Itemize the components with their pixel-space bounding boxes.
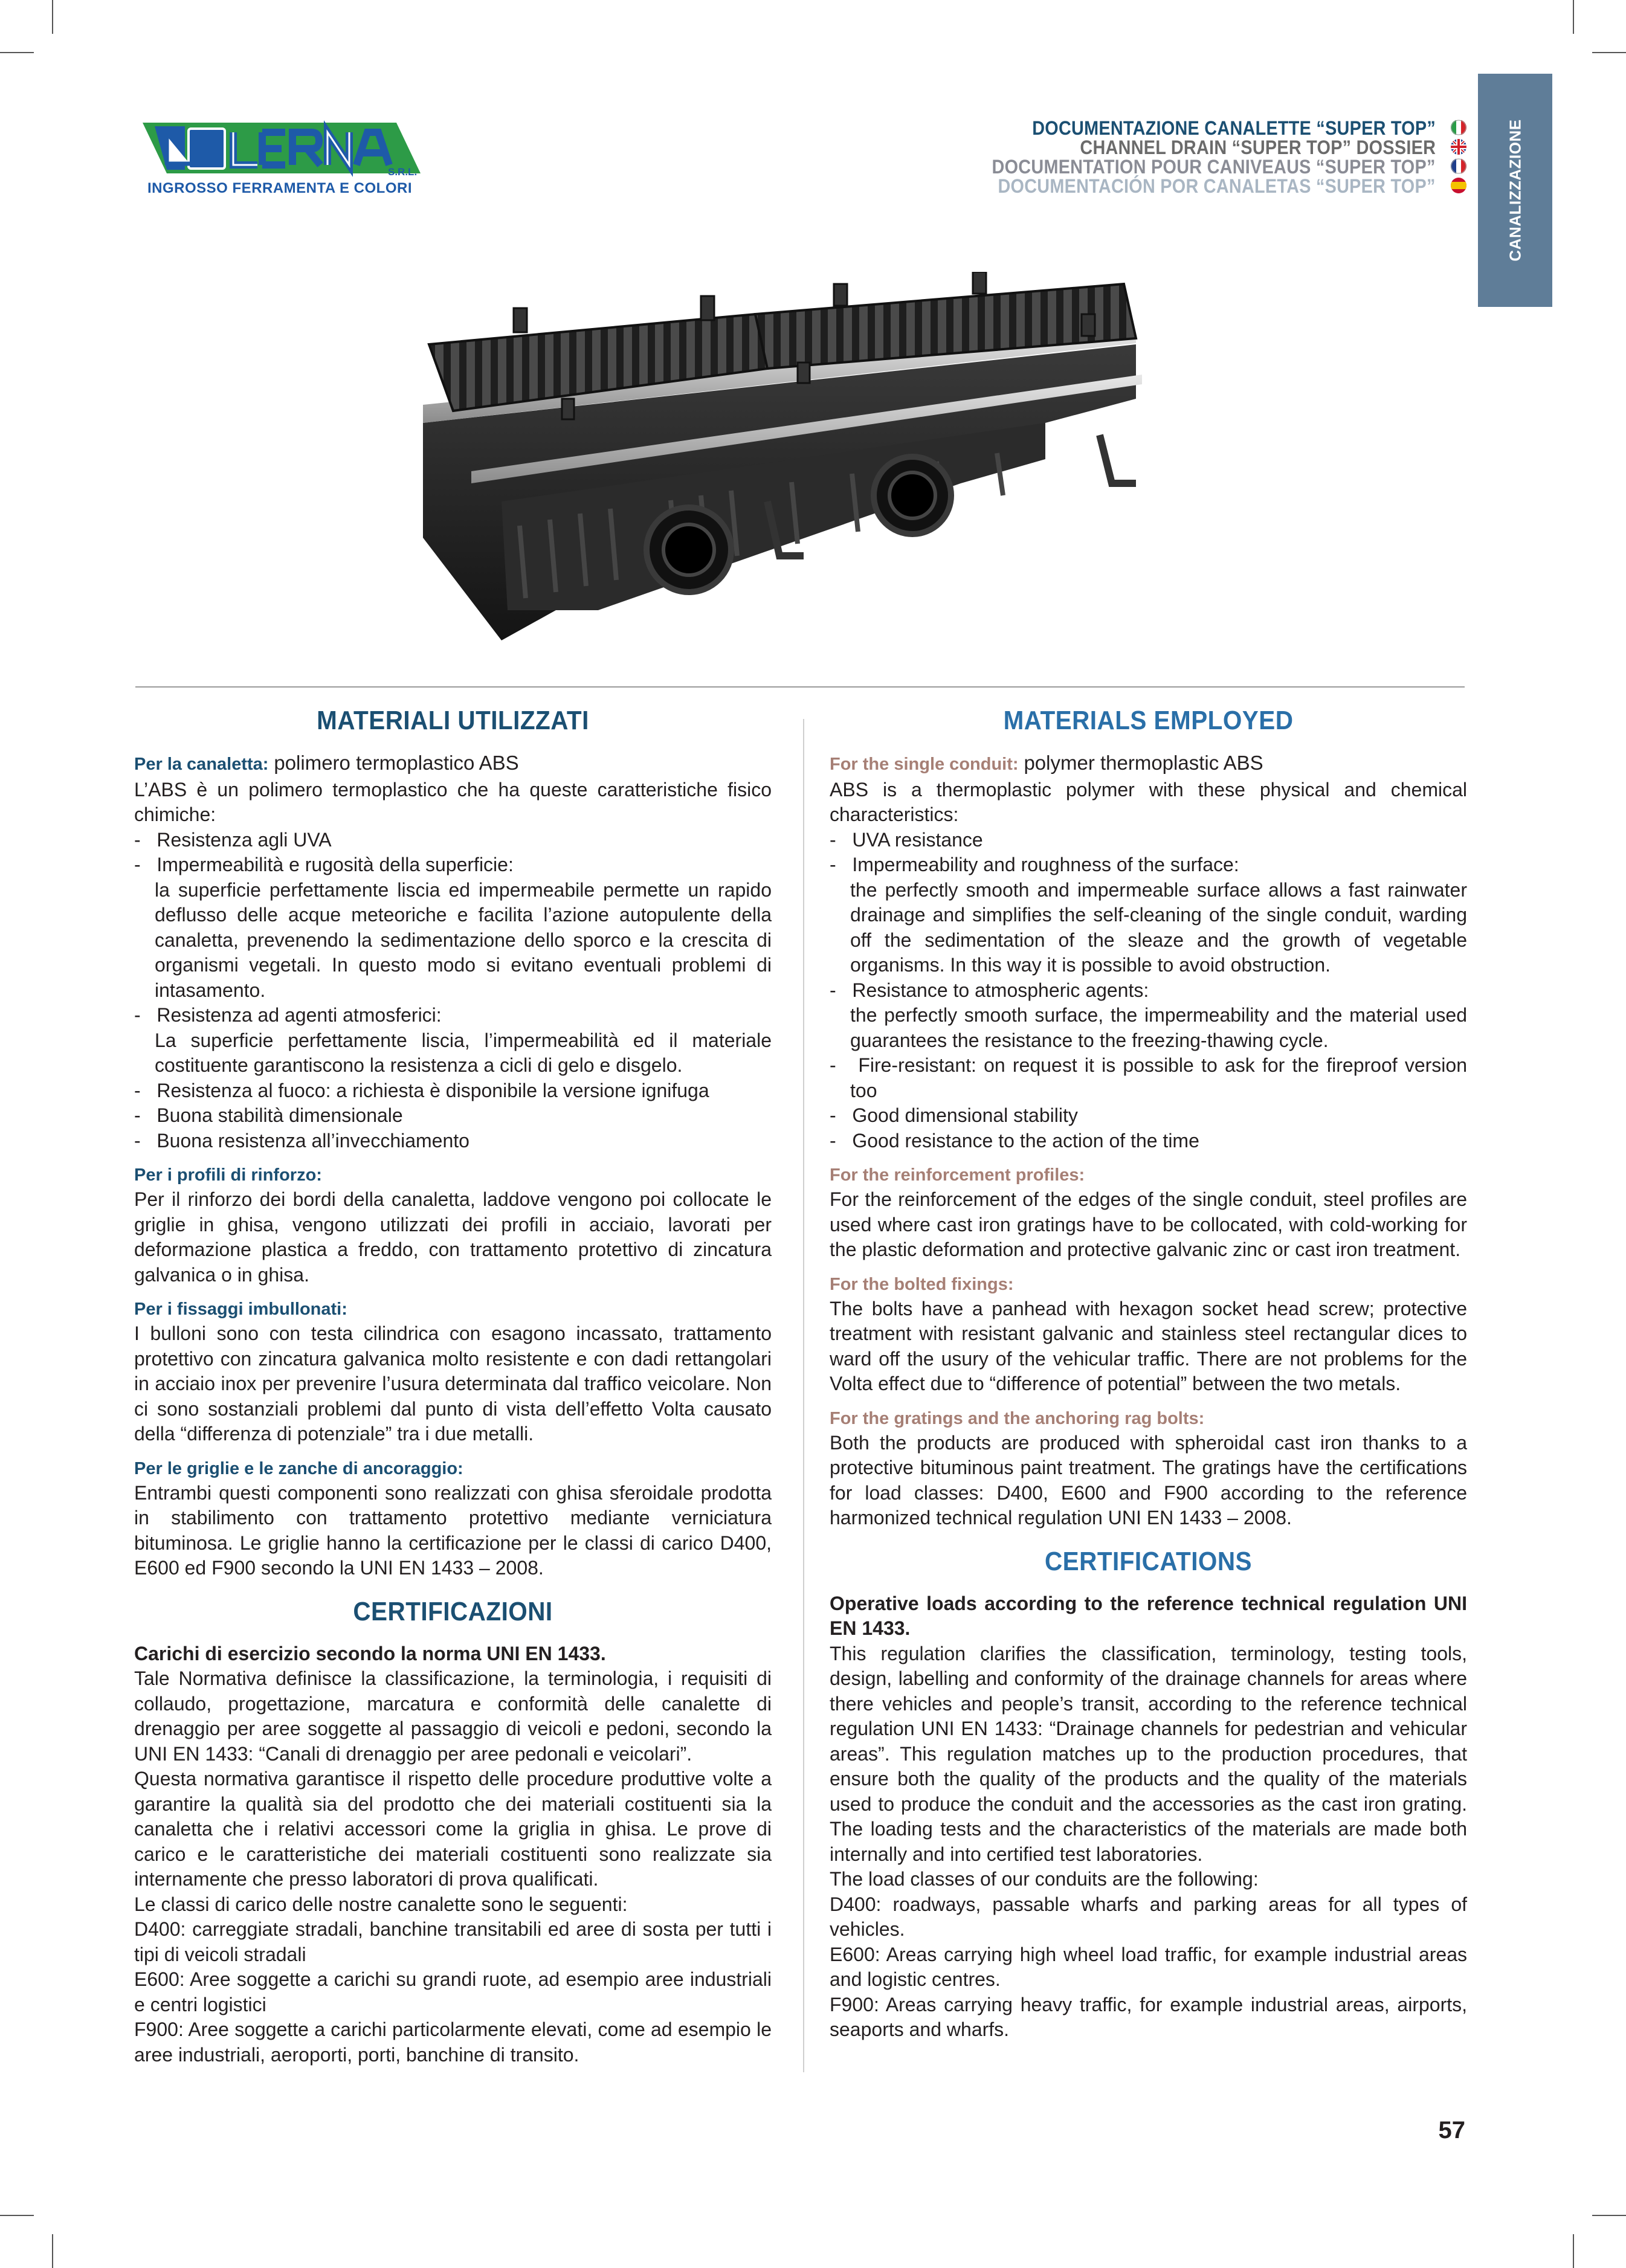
- list-item: - Resistenza agli UVA: [134, 828, 332, 851]
- section-side-tab: [1478, 74, 1552, 307]
- logo-tagline: INGROSSO FERRAMENTA E COLORI: [147, 180, 413, 196]
- crop-mark: [0, 2215, 34, 2216]
- subhead-canaletta: Per la canaletta:: [134, 755, 269, 774]
- subhead-profiles: For the reinforcement profiles:: [830, 1165, 1085, 1185]
- crop-mark: [52, 0, 53, 34]
- english-column: [830, 701, 1467, 2043]
- list-item: - Impermeability and roughness of the surface:: [830, 854, 1239, 875]
- abs-intro: ABS is a thermoplastic polymer with these physical and chemical characteristics:: [830, 778, 1467, 825]
- list-item-detail: the perfectly smooth and impermeable surface allows a fast rainwater drainage and simplifies the self-cleaning of the single conduit, warding off the sedimentation of the sleaze and the growth of vegetable organisms. In this way it is possible to avoid obstruction.: [850, 878, 1467, 976]
- paragraph-bolted: The bolts have a panhead with hexagon socket head screw; protective treatment with resistant galvanic and stainless steel rectangular dices to ward off the usury of the vehicular traffic. There are not problems for the Volta effect due to “difference of potential” between the two metals.: [830, 1297, 1467, 1394]
- side-tab-label: CANALIZZAZIONE: [1506, 119, 1524, 262]
- conduit-line: [830, 750, 1467, 778]
- subhead-gratings: For the gratings and the anchoring rag bolts:: [830, 1408, 1205, 1428]
- cert-paragraph: E600: Aree soggette a carichi su grandi ruote, ad esempio aree industriali e centri logistici: [134, 1968, 772, 2015]
- italian-column: [134, 701, 772, 2067]
- italy-flag-icon: [1451, 120, 1466, 135]
- cert-heading: Carichi di esercizio secondo la norma UNI EN 1433.: [134, 1642, 606, 1664]
- cert-paragraph: F900: Areas carrying heavy traffic, for example industrial areas, airports, seaports and wharfs.: [830, 1993, 1467, 2040]
- crop-mark: [1573, 2234, 1574, 2268]
- list-item: - Fire-resistant: on request it is possible to ask for the fireproof version too: [830, 1054, 1468, 1101]
- cert-paragraph: Questa normativa garantisce il rispetto delle procedure produttive volte a garantire la qualità sia del prodotto che dei materiali costituenti sia la canaletta che i relativi accessori come la griglia in ghisa. Le prove di carico e le caratteristiche dei materiali costituenti sono realizzate sia internamente che presso laboratori di prova qualificati.: [134, 1768, 772, 1890]
- canaletta-value: polimero termoplastico ABS: [274, 752, 519, 774]
- horizontal-divider: [135, 686, 1465, 688]
- header-title-es: DOCUMENTACIÓN POR CANALETAS “SUPER TOP”: [998, 175, 1436, 197]
- cert-paragraph: D400: roadways, passable wharfs and parking areas for all types of vehicles.: [830, 1893, 1467, 1940]
- logo-graphic: [143, 118, 421, 178]
- header-title-en: CHANNEL DRAIN “SUPER TOP” DOSSIER: [1080, 137, 1436, 158]
- list-item-detail: la superficie perfettamente liscia ed impermeabile permette un rapido deflusso delle acque meteoriche e facilita l’azione autopulente della canaletta, prevenendo la sedimentazione dello sporco e la crescita di organismi vegetali. In questo modo si evitano eventuali problemi di intasamento.: [155, 878, 772, 1001]
- crop-mark: [1592, 52, 1626, 53]
- list-item: - UVA resistance: [830, 828, 983, 851]
- france-flag-icon: [1451, 158, 1466, 174]
- column-divider: [803, 719, 804, 2072]
- header-title-it: DOCUMENTAZIONE CANALETTE “SUPER TOP”: [1032, 117, 1436, 139]
- abs-intro: L’ABS è un polimero termoplastico che ha queste caratteristiche fisico chimiche:: [134, 778, 772, 825]
- paragraph-gratings: Both the products are produced with spheroidal cast iron thanks to a protective bituminous paint treatment. The gratings have the certifications for load classes: D400, E600 and F900 according to the reference harmonized technical regulation UNI EN 1433 – 2008.: [830, 1431, 1467, 1529]
- header-title-fr: DOCUMENTATION POUR CANIVEAUS “SUPER TOP”: [992, 156, 1436, 178]
- paragraph-fissaggi: I bulloni sono con testa cilindrica con esagono incassato, trattamento protettivo con zincatura galvanica molto resistente e con dadi rettangolari in acciaio inox per prevenire l’usura determinata dal traffico veicolare. Non ci sono sostanziali problemi dal punto di vista dell’effetto Volta causato della “differenza di potenziale” tra i due metalli.: [134, 1322, 772, 1445]
- conduit-value: polymer thermoplastic ABS: [1024, 752, 1263, 774]
- paragraph-griglie: Entrambi questi componenti sono realizzati con ghisa sferoidale prodotta in stabilimento con trattamento protettivo mediante verniciatura bituminosa. Le griglie hanno la certificazione per le classi di carico D400, E600 ed F900 secondo la UNI EN 1433 – 2008.: [134, 1481, 772, 1579]
- cert-paragraph: F900: Aree soggette a carichi particolarmente elevati, come ad esempio le aree industriali, aeroporti, porti, banchine di transito.: [134, 2018, 772, 2066]
- company-logo: [143, 118, 421, 202]
- paragraph-profili: Per il rinforzo dei bordi della canaletta, laddove vengono poi collocate le griglie in ghisa, vengono utilizzati dei profili in acciaio, lavorati per deformazione plastica a freddo, con trattamento protettivo di zincatura galvanica o in ghisa.: [134, 1188, 772, 1286]
- paragraph-profiles: For the reinforcement of the edges of the single conduit, steel profiles are used where cast iron gratings have to be collocated, with cold-working for the plastic deformation and protective galvanic zinc or cast iron treatment.: [830, 1188, 1467, 1260]
- cert-paragraph: The load classes of our conduits are the following:: [830, 1868, 1259, 1890]
- spain-flag-icon: [1451, 178, 1466, 193]
- crop-mark: [52, 2234, 53, 2268]
- uk-flag-icon: [1451, 139, 1466, 155]
- list-item: - Impermeabilità e rugosità della superficie:: [134, 854, 514, 875]
- list-item: - Good resistance to the action of the time: [830, 1129, 1199, 1152]
- cert-paragraph: Tale Normativa definisce la classificazione, la terminologia, i requisiti di collaudo, progettazione, marcatura e conformità delle canalette di drenaggio per aree soggette al passaggio di veicoli e pedoni, secondo la UNI EN 1433: “Canali di drenaggio per aree pedonali e veicolari”.: [134, 1667, 772, 1765]
- list-item-detail: the perfectly smooth surface, the impermeability and the material used guarantees the resistance to the freezing-thawing cycle.: [850, 1004, 1467, 1051]
- subhead-griglie: Per le griglie e le zanche di ancoraggio:: [134, 1458, 463, 1478]
- section-title-materials: MATERIALS EMPLOYED: [1003, 706, 1294, 735]
- list-item: - Resistenza al fuoco: a richiesta è disponibile la versione ignifuga: [134, 1079, 709, 1101]
- subhead-conduit: For the single conduit:: [830, 755, 1019, 774]
- page-number: 57: [1438, 2117, 1465, 2144]
- cert-paragraph: This regulation clarifies the classification, terminology, testing tools, design, labelling and conformity of the drainage channels for areas where there vehicles and people’s transit, according to the reference technical regulation UNI EN 1433: “Drainage channels for pedestrian and vehicular areas”. This regulation matches up to the production procedures, that ensure both the quality of the products and the quality of the materials used to produce the conduit and the accessories as the cast iron grating. The loading tests and the characteristics of the materials are made both internally and into certified test laboratories.: [830, 1642, 1467, 1865]
- cert-paragraph: Le classi di carico delle nostre canalette sono le seguenti:: [134, 1893, 628, 1915]
- subhead-profili: Per i profili di rinforzo:: [134, 1165, 322, 1185]
- crop-mark: [1573, 0, 1574, 34]
- logo-srl: S.R.L.: [388, 166, 418, 178]
- subhead-bolted: For the bolted fixings:: [830, 1274, 1014, 1294]
- cert-heading: Operative loads according to the reference technical regulation UNI EN 1433.: [830, 1592, 1467, 1639]
- section-title-certifications: CERTIFICATIONS: [1044, 1546, 1253, 1576]
- canaletta-line: [134, 750, 772, 778]
- list-item: - Resistance to atmospheric agents:: [830, 979, 1149, 1001]
- cert-paragraph: E600: Areas carrying high wheel load traffic, for example industrial areas and logistic centres.: [830, 1943, 1467, 1990]
- crop-mark: [1592, 2215, 1626, 2216]
- section-title-certificazioni: CERTIFICAZIONI: [353, 1596, 553, 1626]
- list-item: - Buona resistenza all’invecchiamento: [134, 1129, 469, 1152]
- list-item: - Buona stabilità dimensionale: [134, 1104, 403, 1126]
- section-title-materiali: MATERIALI UTILIZZATI: [317, 706, 589, 735]
- product-photo-channel-drain: [417, 272, 1166, 671]
- list-item-detail: La superficie perfettamente liscia, l’impermeabilità ed il materiale costituente garantiscono la resistenza a cicli di gelo e disgelo.: [155, 1029, 772, 1076]
- crop-mark: [0, 52, 34, 53]
- subhead-fissaggi: Per i fissaggi imbullonati:: [134, 1300, 347, 1319]
- cert-paragraph: D400: carreggiate stradali, banchine transitabili ed aree di sosta per tutti i tipi di veicoli stradali: [134, 1918, 772, 1965]
- list-item: - Resistenza ad agenti atmosferici:: [134, 1004, 442, 1026]
- list-item: - Good dimensional stability: [830, 1104, 1078, 1126]
